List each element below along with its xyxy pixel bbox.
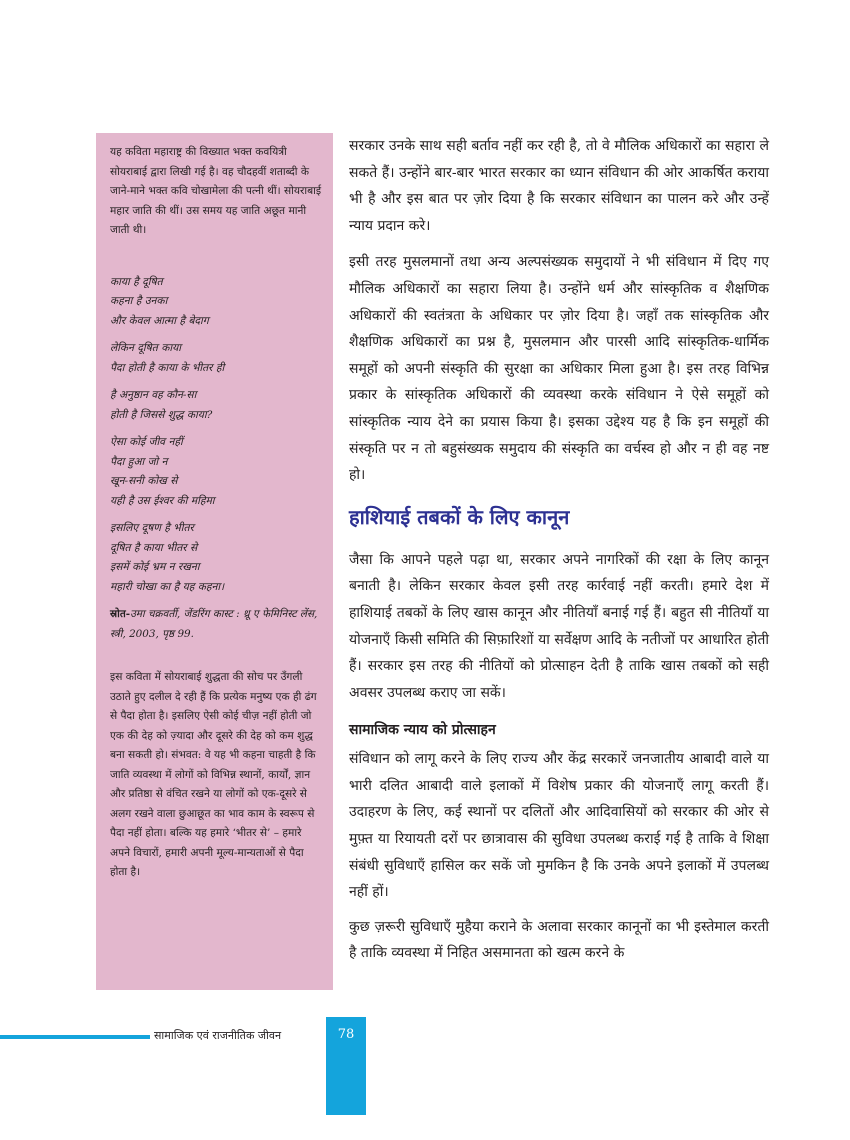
section-heading: हाशियाई तबकों के लिए कानून — [349, 504, 570, 529]
body-paragraph: जैसा कि आपने पहले पढ़ा था, सरकार अपने नागरिकों की रक्षा के लिए कानून बनाती है। लेकिन सरकार केवल इसी तरह कार्रवाई नहीं करती। हमारे देश में हाशियाई तबकों के लिए खास कानून और नीतियाँ बनाई गई हैं। बहुत सी नीतियाँ या योजनाएँ किसी समिति की सिफ़ारिशों या सर्वेक्षण आदि के नतीजों पर आधारित होती हैं। सरकार इस तरह की नीतियों को प्रोत्साहन देती है ताकि खास तबकों को सही अवसर उपलब्ध कराए जा सकें। — [349, 551, 769, 701]
main-column — [349, 133, 769, 967]
page-number-tab — [326, 1017, 366, 1115]
poem-stanza — [110, 273, 323, 332]
body-paragraph: संविधान को लागू करने के लिए राज्य और केंद्र सरकारें जनजातीय आबादी वाले या भारी दलित आबादी वाले इलाकों में विशेष प्रकार की योजनाएँ लागू करती हैं। उदाहरण के लिए, कई स्थानों पर दलितों और आदिवासियों को सरकार की ओर से मुफ़्त या रियायती दरों पर छात्रावास की सुविधा उपलब्ध कराई गई है ताकि वे शिक्षा संबंधी सुविधाएँ हासिल कर सकें जो मुमकिन है कि उनके अपने इलाकों में उपलब्ध नहीं हों। — [349, 751, 769, 901]
poem-line: पैदा होती है काया के भीतर ही — [110, 361, 225, 374]
page-number: 78 — [337, 1027, 355, 1042]
poem-line: ऐसा कोई जीव नहीं — [110, 436, 183, 448]
body-paragraph: इसी तरह मुसलमानों तथा अन्य अल्पसंख्यक समुदायों ने भी संविधान में दिए गए मौलिक अधिकारों का सहारा लिया है। उन्होंने धर्म और सांस्कृतिक व शैक्षणिक अधिकारों की स्वतंत्रता के अधिकार पर ज़ोर दिया है। जहाँ तक सांस्कृतिक और शैक्षणिक अधिकारों का प्रश्न है, मुसलमान और पारसी आदि सांस्कृतिक-धार्मिक समूहों को अपनी संस्कृति की सुरक्षा का अधिकार मिला हुआ है। इस तरह विभिन्न प्रकार के सांस्कृतिक अधिकारों की व्यवस्था करके संविधान ने ऐसे समूहों को सांस्कृतिक न्याय देने का प्रयास किया है। इसका उद्देश्य यह है कि इन समूहों की संस्कृति पर न तो बहुसंख्यक समुदाय की संस्कृति का वर्चस्व हो और न ही वह नष्ट हो। — [349, 254, 769, 484]
poem-stanza — [110, 519, 323, 597]
source-text: उमा चक्रवर्ती, जेंडरिंग कास्ट : थ्रू ए फेमिनिस्ट लेंस, स्त्री, 2003, पृष्ठ 99. — [110, 608, 318, 640]
body-paragraph: कुछ ज़रूरी सुविधाएँ मुहैया कराने के अलावा सरकार कानूनों का भी इस्तेमाल करती है ताकि व्यवस्था में निहित असमानता को खत्म करने के — [349, 918, 769, 962]
sidebar-box — [96, 133, 333, 990]
poem-stanza — [110, 433, 323, 511]
poem-stanza — [110, 386, 323, 425]
poem-line: लेकिन दूषित काया — [110, 342, 181, 354]
sidebar-explanation: इस कविता में सोयराबाई शुद्धता की सोच पर उँगली उठाते हुए दलील दे रही हैं कि प्रत्येक मनुष्य एक ही ढंग से पैदा होता है। इसलिए ऐसी कोई चीज़ नहीं होती जो एक की देह को ज़्यादा और दूसरे की देह को कम शुद्ध बना सकती हो। संभवत: वे यह भी कहना चाहती है कि जाति व्यवस्था में लोगों को विभिन्न स्थानों, कार्यों, ज्ञान और प्रतिष्ठा से वंचित रखने या लोगों को एक-दूसरे से अलग रखने वाला छुआछूत का भाव काम के स्वरूप से पैदा नहीं होता। बल्कि यह हमारे ‘भीतर से’ – हमारे अपने विचारों, हमारी अपनी मूल्य-मान्यताओं से पैदा होता है। — [110, 671, 317, 878]
source-label: स्रोत- — [110, 608, 131, 620]
poem-line: इसलिए दूषण है भीतर — [110, 522, 194, 534]
section-subheading: सामाजिक न्याय को प्रोत्साहन — [349, 722, 496, 739]
poem-line: यही है उस ईश्वर की महिमा — [110, 494, 215, 507]
poem-line: है अनुष्ठान वह कौन-सा — [110, 389, 197, 401]
poem-line: महारी चोखा का है यह कहना। — [110, 580, 225, 593]
sidebar-intro: यह कविता महाराष्ट्र की विख्यात भक्त कवयित्री सोयराबाई द्वारा लिखी गई है। वह चौदहवीं शताब्दी के जाने-माने भक्त कवि चोखामेला की पत्नी थीं। सोयराबाई महार जाति की थीं। उस समय यह जाति अछूत मानी जाती थी। — [110, 146, 322, 236]
poem-source — [110, 605, 323, 644]
body-paragraph: सरकार उनके साथ सही बर्ताव नहीं कर रही है, तो वे मौलिक अधिकारों का सहारा ले सकते हैं। उन्होंने बार-बार भारत सरकार का ध्यान संविधान की ओर आकर्षित कराया भी है और इस बात पर ज़ोर दिया है कि सरकार संविधान का पालन करे और उन्हें न्याय प्रदान करे। — [349, 138, 769, 234]
footer-book-title: सामाजिक एवं राजनीतिक जीवन — [154, 1029, 282, 1042]
poem-line: और केवल आत्मा है बेदाग — [110, 314, 209, 327]
poem-stanza — [110, 339, 323, 378]
poem-line: काया है दूषित — [110, 275, 163, 288]
poem-line: होती है जिससे शुद्ध काया? — [110, 408, 213, 421]
poem-line: कहना है उनका — [110, 295, 168, 307]
poem-line: इसमें कोई भ्रम न रखना — [110, 561, 200, 573]
footer-accent-bar — [0, 1035, 150, 1039]
poem-line: दूषित है काया भीतर से — [110, 541, 198, 554]
poem — [110, 273, 323, 598]
poem-line: खून-सनी कोख से — [110, 475, 178, 487]
poem-line: पैदा हुआ जो न — [110, 455, 168, 468]
